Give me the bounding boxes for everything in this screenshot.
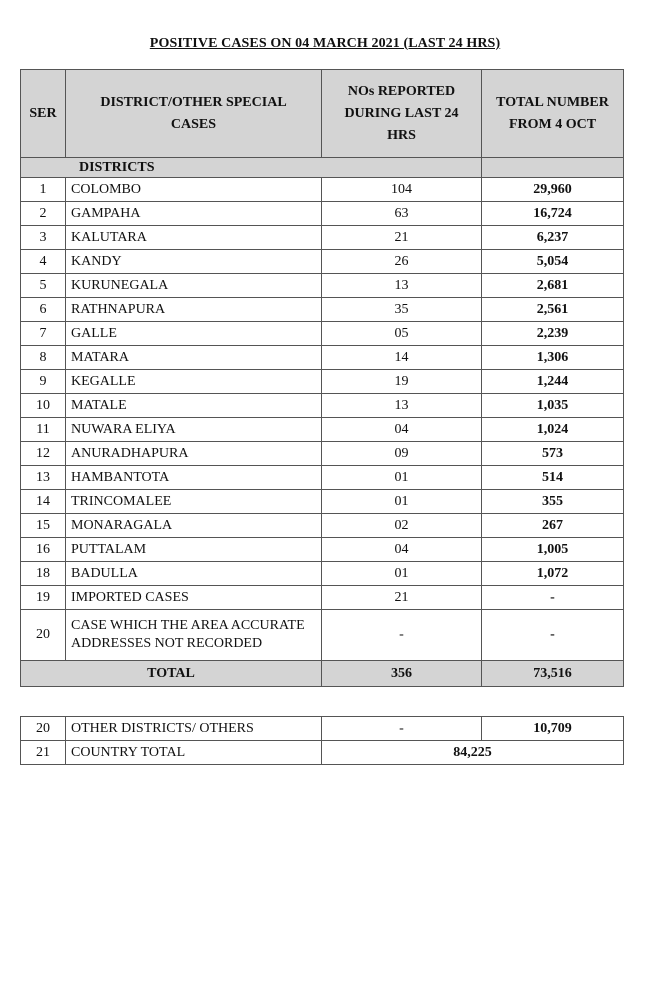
row-ser: 15 — [21, 514, 66, 538]
row-ser: 19 — [21, 586, 66, 610]
row-total: 16,724 — [482, 202, 624, 226]
row-total: 1,005 — [482, 538, 624, 562]
row-ser: 4 — [21, 250, 66, 274]
row-total: 10,709 — [482, 717, 624, 741]
row-total: 1,072 — [482, 562, 624, 586]
row-district: OTHER DISTRICTS/ OTHERS — [66, 717, 322, 741]
row-ser: 20 — [21, 717, 66, 741]
row-district: KURUNEGALA — [66, 274, 322, 298]
row-reported: 35 — [322, 298, 482, 322]
row-district: KANDY — [66, 250, 322, 274]
table-row — [21, 514, 624, 538]
row-reported: 14 — [322, 346, 482, 370]
row-total: 2,239 — [482, 322, 624, 346]
header-reported: NOs REPORTED DURING LAST 24 HRS — [322, 70, 482, 158]
row-total: - — [482, 610, 624, 661]
row-ser: 11 — [21, 418, 66, 442]
row-ser: 5 — [21, 274, 66, 298]
table-row — [21, 298, 624, 322]
row-ser: 9 — [21, 370, 66, 394]
row-total: - — [482, 586, 624, 610]
table-row — [21, 418, 624, 442]
row-reported: 01 — [322, 466, 482, 490]
header-row — [21, 70, 624, 158]
district-rows — [21, 178, 624, 661]
table-row — [21, 202, 624, 226]
row-total: 573 — [482, 442, 624, 466]
total-row — [21, 661, 624, 687]
row-total: 1,244 — [482, 370, 624, 394]
table-row — [21, 370, 624, 394]
table-row — [21, 610, 624, 661]
row-reported: 19 — [322, 370, 482, 394]
table-row — [21, 226, 624, 250]
table-row — [21, 394, 624, 418]
row-district: BADULLA — [66, 562, 322, 586]
section-label: DISTRICTS — [21, 158, 482, 178]
row-reported: 01 — [322, 490, 482, 514]
table-row — [21, 250, 624, 274]
table-row — [21, 322, 624, 346]
row-reported: 04 — [322, 538, 482, 562]
row-district: KEGALLE — [66, 370, 322, 394]
row-reported: 21 — [322, 586, 482, 610]
row-ser: 10 — [21, 394, 66, 418]
header-district: DISTRICT/OTHER SPECIAL CASES — [66, 70, 322, 158]
row-total: 29,960 — [482, 178, 624, 202]
row-reported: 09 — [322, 442, 482, 466]
table-row — [21, 562, 624, 586]
row-district: GAMPAHA — [66, 202, 322, 226]
row-total: 1,024 — [482, 418, 624, 442]
table-row — [21, 274, 624, 298]
row-district: GALLE — [66, 322, 322, 346]
row-district: IMPORTED CASES — [66, 586, 322, 610]
header-total: TOTAL NUMBER FROM 4 OCT — [482, 70, 624, 158]
row-total: 267 — [482, 514, 624, 538]
table-row — [21, 586, 624, 610]
row-district: TRINCOMALEE — [66, 490, 322, 514]
row-total: 355 — [482, 490, 624, 514]
row-reported: 21 — [322, 226, 482, 250]
table-row — [21, 466, 624, 490]
row-ser: 2 — [21, 202, 66, 226]
row-district: COLOMBO — [66, 178, 322, 202]
row-total: 1,035 — [482, 394, 624, 418]
row-ser: 18 — [21, 562, 66, 586]
row-ser: 7 — [21, 322, 66, 346]
row-total: 6,237 — [482, 226, 624, 250]
row-total: 2,681 — [482, 274, 624, 298]
row-ser: 13 — [21, 466, 66, 490]
page-title: POSITIVE CASES ON 04 MARCH 2021 (LAST 24 HRS) — [149, 36, 501, 51]
row-reported: 05 — [322, 322, 482, 346]
total-cumulative: 73,516 — [482, 661, 624, 687]
row-reported: 13 — [322, 274, 482, 298]
total-reported: 356 — [322, 661, 482, 687]
row-reported: 26 — [322, 250, 482, 274]
row-reported: - — [322, 610, 482, 661]
row-district: KALUTARA — [66, 226, 322, 250]
table-row — [21, 741, 624, 765]
table-row — [21, 178, 624, 202]
row-ser: 21 — [21, 741, 66, 765]
table-row — [21, 490, 624, 514]
row-district: ANURADHAPURA — [66, 442, 322, 466]
table-row — [21, 717, 624, 741]
row-ser: 20 — [21, 610, 66, 661]
row-total: 84,225 — [322, 741, 624, 765]
row-total: 1,306 — [482, 346, 624, 370]
row-reported: 01 — [322, 562, 482, 586]
summary-table — [20, 716, 624, 765]
row-district: NUWARA ELIYA — [66, 418, 322, 442]
row-reported: - — [322, 717, 482, 741]
row-total: 2,561 — [482, 298, 624, 322]
row-reported: 13 — [322, 394, 482, 418]
table-row — [21, 346, 624, 370]
row-reported: 04 — [322, 418, 482, 442]
row-ser: 6 — [21, 298, 66, 322]
row-ser: 3 — [21, 226, 66, 250]
row-ser: 16 — [21, 538, 66, 562]
row-total: 5,054 — [482, 250, 624, 274]
header-ser: SER — [21, 70, 66, 158]
row-district: MONARAGALA — [66, 514, 322, 538]
row-district: RATHNAPURA — [66, 298, 322, 322]
table-row — [21, 538, 624, 562]
row-ser: 1 — [21, 178, 66, 202]
total-label: TOTAL — [21, 661, 322, 687]
row-district: MATARA — [66, 346, 322, 370]
row-reported: 02 — [322, 514, 482, 538]
row-reported: 104 — [322, 178, 482, 202]
row-district: CASE WHICH THE AREA ACCURATE ADDRESSES NOT RECORDED — [66, 610, 322, 661]
row-district: PUTTALAM — [66, 538, 322, 562]
row-district: MATALE — [66, 394, 322, 418]
row-ser: 8 — [21, 346, 66, 370]
row-ser: 12 — [21, 442, 66, 466]
row-district: HAMBANTOTA — [66, 466, 322, 490]
row-total: 514 — [482, 466, 624, 490]
cases-table — [20, 69, 624, 687]
row-district: COUNTRY TOTAL — [66, 741, 322, 765]
row-reported: 63 — [322, 202, 482, 226]
row-ser: 14 — [21, 490, 66, 514]
table-row — [21, 442, 624, 466]
section-row — [21, 158, 624, 178]
